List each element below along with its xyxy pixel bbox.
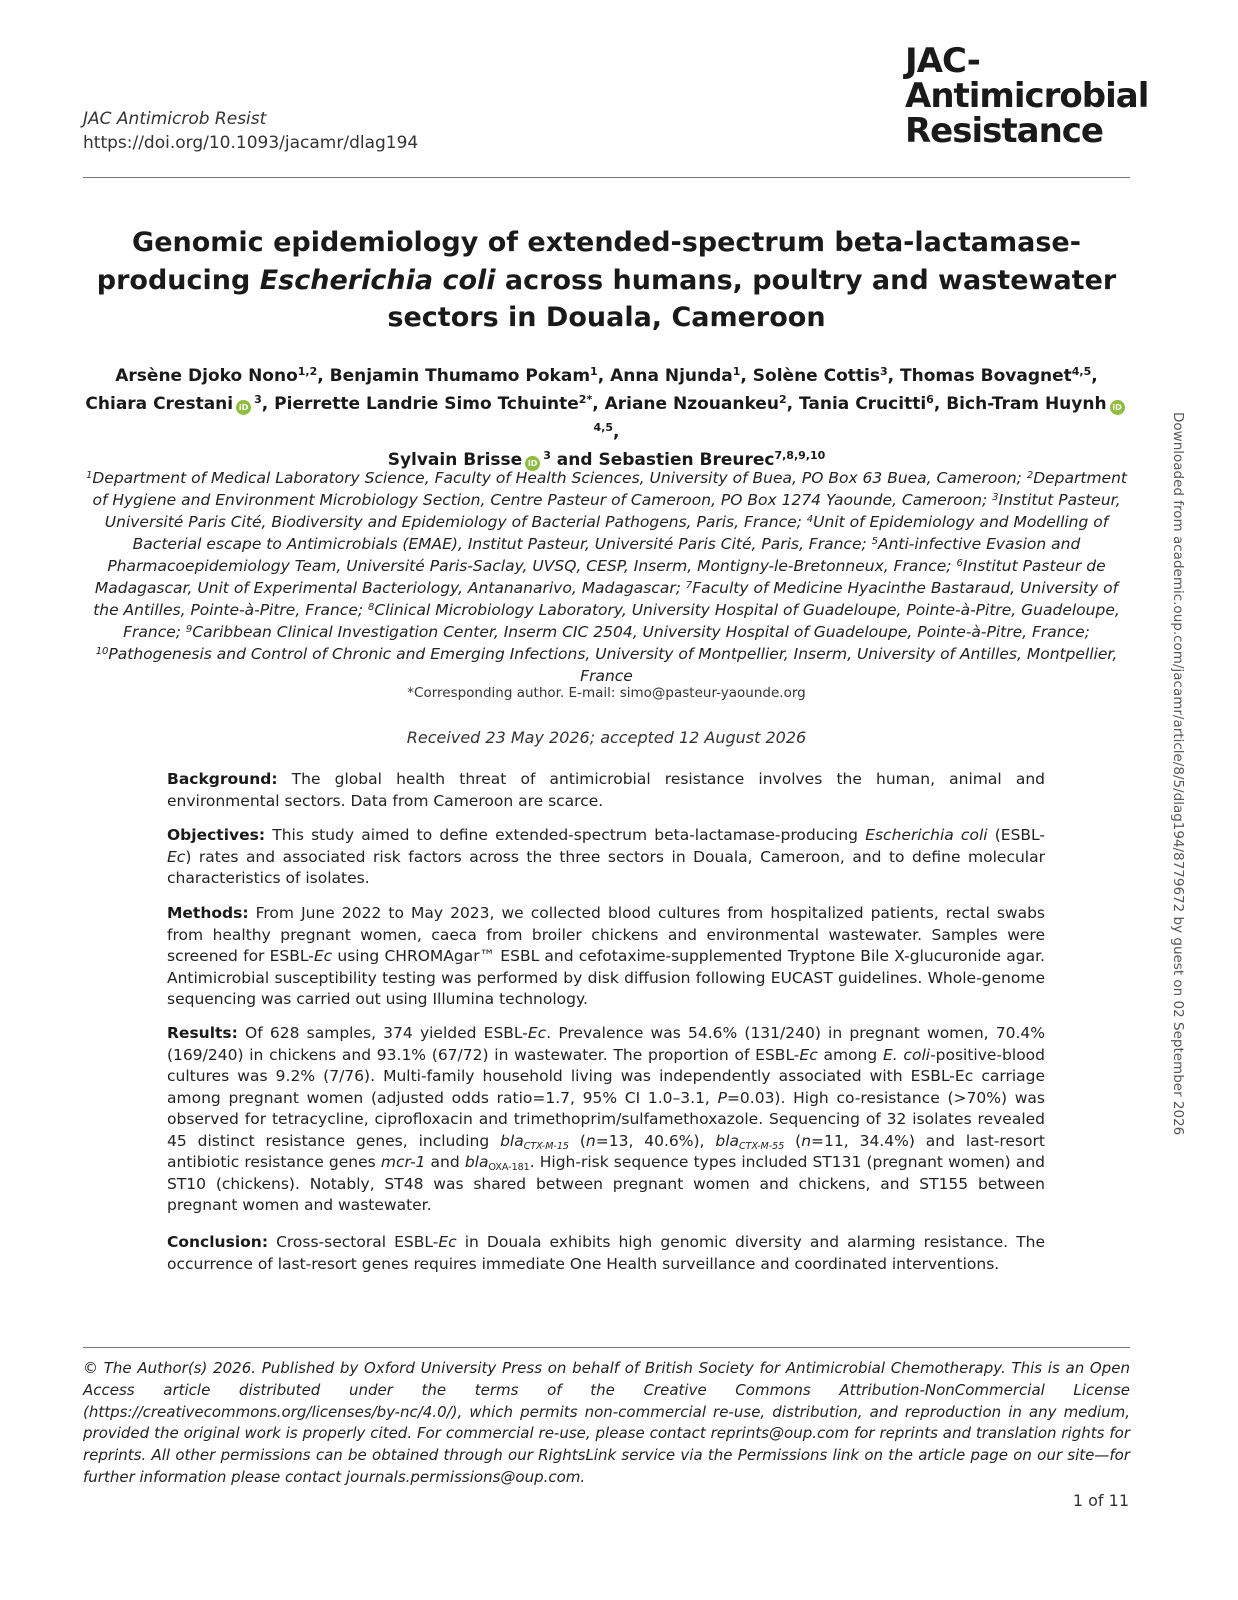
section-text: From June 2022 to May 2023, we collected blood cultures from hospitalized patients, rectal swabs from healthy pregnant women, caeca from broiler chickens and environmental wastewater. Samples were screened for ESBL- <box>167 904 1045 965</box>
gene-subscript: CTX-M-55 <box>739 1140 785 1152</box>
doi-link[interactable]: https://doi.org/10.1093/jacamr/dlag194 <box>83 133 419 153</box>
article-title <box>83 224 1130 337</box>
author-affil-sup: 3 <box>879 365 888 378</box>
author-name: Benjamin Thumamo Pokam <box>329 366 591 386</box>
species-abbrev: Ec <box>167 847 186 866</box>
author-sep: , <box>887 366 901 386</box>
author-name: Sylvain Brisse <box>387 450 523 470</box>
section-label: Methods: <box>167 904 249 922</box>
species-abbrev: Ec <box>527 1024 547 1042</box>
abstract-background <box>167 769 1045 812</box>
gene-name: bla <box>464 1153 489 1171</box>
download-watermark-text: Downloaded from academic.oup.com/jacamr/article/8/5/dlag194/8779672 by guest on 02 September 2026 <box>1170 412 1186 1136</box>
author-sep: and <box>550 450 599 470</box>
author-affil-sup: 4,5 <box>1071 365 1092 378</box>
author-affil-sup: 3 <box>254 393 262 406</box>
n-symbol: n <box>801 1131 812 1150</box>
footer-rule <box>83 1347 1130 1348</box>
author-name: Pierrette Landrie Simo Tchuinte <box>274 394 579 414</box>
affil-text: Department of Medical Laboratory Science, Faculty of Health Sciences, University of Buea, PO Box 63 Buea, Cameroon; <box>92 469 1027 487</box>
species-abbrev: Ec <box>313 947 333 965</box>
affil-sup: 5 <box>871 536 878 547</box>
section-text: This study aimed to define extended-spectrum beta-lactamase-producing <box>265 826 866 844</box>
author-affil-sup: 6 <box>926 393 934 406</box>
gene-name: bla <box>715 1131 740 1150</box>
species-abbrev: Ec <box>799 1045 818 1064</box>
abstract-methods <box>167 903 1045 1011</box>
section-text: using CHROMAgar™ ESBL and cefotaxime-supplemented Tryptone Bile X-glucuronide agar. Antimicrobial susceptibility testing was performed by disk diffusion following EUCAST guidelines. Whole-genome sequencing was carried out using Illumina technology. <box>167 947 1045 1008</box>
author-affil-sup: 4,5 <box>593 421 614 434</box>
orcid-icon[interactable]: iD <box>525 456 540 471</box>
journal-name: JAC Antimicrob Resist <box>83 109 267 129</box>
affil-text: Institut Pasteur, Université Paris Cité, Biodiversity and Epidemiology of Bacterial Pathogens, Paris, France; <box>104 491 1121 531</box>
journal-logo <box>905 41 1149 151</box>
author-sep: , <box>933 394 947 414</box>
section-text: among <box>817 1045 883 1064</box>
author-sep: , <box>613 422 620 442</box>
affil-text: Department of Hygiene and Environment Microbiology Section, Centre Pasteur of Cameroon, PO Box 1274 Yaounde, Cameroon; <box>92 469 1127 509</box>
section-text: =0.03). High co-resistance (>70%) was observed for tetracycline, ciprofloxacin and trimethoprim/sulfamethoxazole. Sequencing of 32 isolates revealed 45 distinct resistance genes, including <box>167 1088 1046 1150</box>
affil-text: Anti-infective Evasion and Pharmacoepidemiology Team, Université Paris-Saclay, UVSQ, CESP, Inserm, Montigny-le-Bretonneux, France; <box>107 535 1081 575</box>
section-text: ( <box>784 1131 802 1150</box>
affil-sup: 3 <box>992 492 999 503</box>
author-affil-sup: 1 <box>590 365 598 378</box>
author-name: Tania Crucitti <box>799 394 927 414</box>
affil-sup: 6 <box>956 558 963 569</box>
affil-sup: 8 <box>368 602 375 613</box>
section-text: and <box>425 1153 465 1171</box>
author-name: Bich-Tram Huynh <box>946 394 1107 414</box>
section-text: (ESBL- <box>987 826 1045 844</box>
author-sep: , <box>740 366 753 386</box>
n-symbol: n <box>585 1131 596 1150</box>
affil-text: Clinical Microbiology Laboratory, University Hospital of Guadeloupe, Pointe-à-Pitre, Guadeloupe, France; <box>123 601 1120 641</box>
section-text: . Prevalence was 54.6% (131/240) in pregnant women, 70.4% (169/240) in chickens and 93.1% (67/72) in wastewater. The proportion of ESBL- <box>167 1024 1045 1064</box>
section-text: =11, 34.4%) and last-resort antibiotic resistance genes <box>167 1131 1045 1171</box>
author-affil-sup: 2 <box>778 393 787 406</box>
affiliations <box>83 467 1130 687</box>
affil-sup: 9 <box>185 624 193 635</box>
abstract-conclusion <box>167 1232 1045 1275</box>
author-list <box>83 362 1130 474</box>
section-text: in Douala exhibits high genomic diversity and alarming resistance. The occurrence of last-resort genes requires immediate One Health surveillance and coordinated interventions. <box>167 1233 1045 1273</box>
affil-sup: 4 <box>806 514 814 525</box>
received-accepted-dates: Received 23 May 2026; accepted 12 August 2026 <box>406 728 807 747</box>
gene-subscript: CTX-M-15 <box>523 1140 569 1152</box>
author-affil-sup: 3 <box>543 449 551 462</box>
affil-sup: 2 <box>1026 470 1034 481</box>
section-text: -positive-blood cultures was 9.2% (7/76). Multi-family household living was independently associated with ESBL-Ec carriage among pregnant women (adjusted odds ratio=1.7, 95% CI 1.0–3.1, <box>167 1045 1045 1107</box>
author-name: Ariane Nzouankeu <box>604 394 779 414</box>
gene-name: bla <box>500 1131 524 1150</box>
author-sep: , <box>592 394 605 414</box>
header-rule <box>83 177 1130 178</box>
species-abbrev: Ec <box>438 1233 457 1251</box>
orcid-icon[interactable]: iD <box>236 400 251 415</box>
section-text: ( <box>568 1131 586 1150</box>
author-name: Sebastien Breurec <box>598 450 775 470</box>
section-text: . High-risk sequence types included ST131 (pregnant women) and ST10 (chickens). Notably, ST48 was shared between pregnant women and chickens, and ST155 between pregnant women and wastewater. <box>167 1153 1045 1214</box>
affil-text: Institut Pasteur de Madagascar, Unit of Experimental Bacteriology, Antananarivo, Madagascar; <box>94 557 1106 597</box>
author-sep: , <box>261 394 275 414</box>
title-part: Genomic epidemiology of extended-spectrum beta-lactamase-producing <box>96 227 1081 296</box>
affil-text: Faculty of Medicine Hyacinthe Bastaraud, University of the Antilles, Pointe-à-Pitre, France; <box>93 579 1119 619</box>
corresponding-author: *Corresponding author. E-mail: simo@pasteur-yaounde.org <box>407 685 806 701</box>
author-affil-sup: 1 <box>732 365 741 378</box>
section-text: ) rates and associated risk factors across the three sectors in Douala, Cameroon, and to define molecular characteristics of isolates. <box>167 847 1045 887</box>
author-sep: , <box>317 366 330 386</box>
author-name: Solène Cottis <box>752 366 880 386</box>
section-text: Of 628 samples, 374 yielded ESBL- <box>237 1024 528 1042</box>
abstract-results <box>167 1023 1045 1217</box>
author-affil-sup: 2* <box>578 393 593 406</box>
species-name: E. coli <box>882 1045 931 1064</box>
author-sep: , <box>786 394 799 414</box>
author-sep: , <box>1091 366 1098 386</box>
author-name: Arsène Djoko Nono <box>115 366 298 386</box>
author-name: Anna Njunda <box>610 366 733 386</box>
download-watermark <box>1168 412 1186 1152</box>
license-statement: © The Author(s) 2026. Published by Oxford University Press on behalf of British Society for Antimicrobial Chemotherapy. This is an Open Access article distributed under the terms of the Creative Commons Attribution-NonCommercial License (https://creativecommons.org/licenses/by-nc/4.0/), which permits non-commercial re-use, distribution, and reproduction in any medium, provided the original work is properly cited. For commercial re-use, please contact reprints@oup.com for reprints and translation rights for reprints. All other permissions can be obtained through our RightsLink service via the Permissions link on the article page on our site—for further information please contact journals.permissions@oup.com. <box>83 1359 1130 1486</box>
title-part: across humans, poultry and wastewater sectors in Douala, Cameroon <box>387 264 1117 333</box>
page-number: 1 of 11 <box>1072 1491 1129 1510</box>
affil-sup: 10 <box>95 646 109 657</box>
section-label: Background: <box>167 770 278 788</box>
author-name: Thomas Bovagnet <box>900 366 1072 386</box>
species-name: Escherichia coli <box>865 826 988 844</box>
affil-text: Pathogenesis and Control of Chronic and Emerging Infections, University of Montpellier, Inserm, University of Antilles, Montpellier, France <box>108 645 1118 685</box>
section-label: Conclusion: <box>167 1233 269 1251</box>
affil-sup: 7 <box>685 580 693 591</box>
section-text: Cross-sectoral ESBL- <box>268 1233 439 1251</box>
section-label: Objectives: <box>167 826 266 844</box>
affil-text: Caribbean Clinical Investigation Center, Inserm CIC 2504, University Hospital of Guadeloupe, Pointe-à-Pitre, France; <box>192 623 1090 641</box>
author-affil-sup: 1,2 <box>297 365 318 378</box>
author-name: Chiara Crestani <box>85 394 234 414</box>
gene-subscript: OXA-181 <box>488 1162 530 1173</box>
gene-name: mcr-1 <box>380 1153 426 1171</box>
title-species: Escherichia coli <box>259 264 496 296</box>
affil-sup: 1 <box>86 470 93 481</box>
affil-text: Unit of Epidemiology and Modelling of Bacterial escape to Antimicrobials (EMAE), Institut Pasteur, Université Paris Cité, Paris, France; <box>132 513 1109 553</box>
logo-line: Resistance <box>905 111 1103 151</box>
author-sep: , <box>597 366 611 386</box>
logo-line: Antimicrobial <box>905 76 1149 116</box>
orcid-icon[interactable]: iD <box>1110 400 1125 415</box>
abstract-objectives <box>167 825 1045 890</box>
section-text: The global health threat of antimicrobial resistance involves the human, animal and environmental sectors. Data from Cameroon are scarce. <box>167 770 1045 810</box>
section-text: =13, 40.6%), <box>595 1131 716 1150</box>
p-value-symbol: P <box>717 1088 727 1107</box>
author-affil-sup: 7,8,9,10 <box>774 449 826 462</box>
section-label: Results: <box>167 1024 238 1042</box>
logo-line: JAC- <box>905 41 980 81</box>
